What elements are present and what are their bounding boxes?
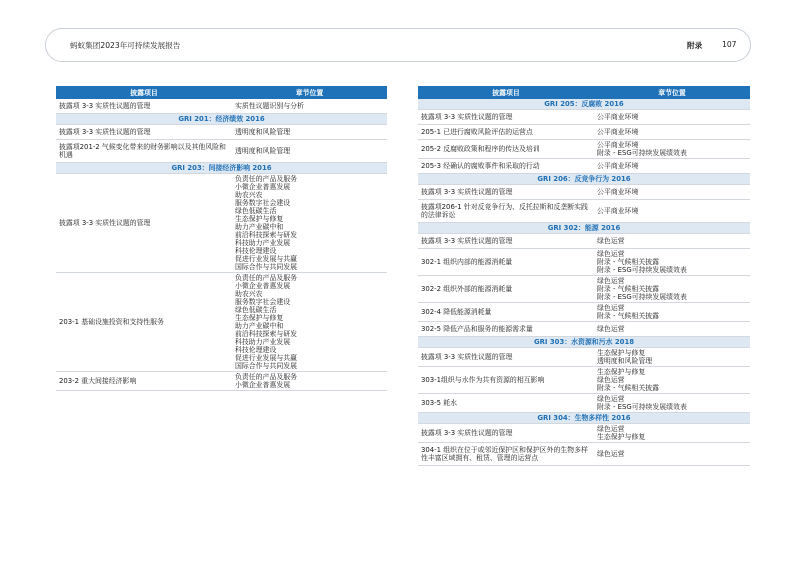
chapter-cell [594,110,750,125]
section-row [418,413,750,424]
disclosure-cell: 302-5 降低产品和服务的能源需求量 [418,322,594,337]
chapter-cell [594,443,750,466]
disclosure-cell: 披露项206-1 针对反竞争行为、反托拉斯和反垄断实践的法律诉讼 [418,200,594,223]
chapter-cell [594,234,750,249]
chapter-line: 附录 - 气候相关披露 [597,384,659,392]
table-row [418,140,750,159]
column-header-disclosure: 披露项目 [56,86,232,99]
disclosure-cell: 披露项 3-3 实质性议题的管理 [418,424,594,443]
chapter-cell [232,174,387,273]
section-name: 附录 [687,41,703,50]
disclosure-cell: 披露项201-2 气候变化带来的财务影响以及其他风险和机遇 [56,140,232,163]
disclosure-cell: 205-3 经确认的腐败事件和采取的行动 [418,159,594,174]
chapter-cell [594,303,750,322]
table-row [418,185,750,200]
chapter-line: 助力产业碳中和 [235,223,284,231]
section-title: GRI 304：生物多样性 2016 [418,413,750,424]
chapter-line: 生态保护与修复 [235,215,284,223]
table-row [56,125,387,140]
chapter-line: 附录 - ESG可持续发展绩效表 [597,403,687,411]
chapter-line: 助力产业碳中和 [235,322,284,330]
table-row [418,234,750,249]
table-header-row [418,86,750,99]
chapter-line: 实质性议题识别与分析 [235,102,304,110]
chapter-line: 附录 - ESG可持续发展绩效表 [597,293,687,301]
disclosure-cell: 203-2 重大间接经济影响 [56,372,232,391]
column-header-disclosure: 披露项目 [418,86,594,99]
chapter-line: 绿色低碳生活 [235,306,277,314]
page-header [45,28,751,62]
section-row [56,163,387,174]
section-title: GRI 302：能源 2016 [418,223,750,234]
chapter-line: 促进行业发展与共赢 [235,354,298,362]
chapter-line: 绿色低碳生活 [235,207,277,215]
chapter-cell [594,348,750,367]
chapter-cell [232,140,387,163]
chapter-line: 国际合作与共同发展 [235,362,298,370]
chapter-cell [594,159,750,174]
chapter-line: 绿色运营 [597,304,625,312]
chapter-line: 透明度和风险管理 [235,128,291,136]
table-row [418,443,750,466]
chapter-line: 助农兴农 [235,191,263,199]
chapter-line: 促进行业发展与共赢 [235,255,298,263]
chapter-line: 绿色运营 [597,425,625,433]
section-title: GRI 206：反竞争行为 2016 [418,174,750,185]
chapter-line: 小微企业普惠发展 [235,381,291,389]
section-title: GRI 303：水资源和污水 2018 [418,337,750,348]
gri-index-table-left [56,86,387,391]
chapter-line: 前沿科技探索与研发 [235,330,298,338]
disclosure-cell: 披露项 3-3 实质性议题的管理 [56,99,232,114]
section-row [56,114,387,125]
chapter-cell [594,185,750,200]
chapter-line: 附录 - ESG可持续发展绩效表 [597,266,687,274]
chapter-line: 附录 - 气候相关披露 [597,258,659,266]
table-row [418,276,750,303]
disclosure-cell: 披露项 3-3 实质性议题的管理 [418,348,594,367]
chapter-cell [594,249,750,276]
chapter-line: 绿色运营 [597,395,625,403]
chapter-line: 科技助力产业发展 [235,338,291,346]
chapter-cell [594,200,750,223]
chapter-line: 公平商业环境 [597,188,639,196]
chapter-line: 助农兴农 [235,290,263,298]
disclosure-cell: 披露项 3-3 实质性议题的管理 [418,185,594,200]
table-row [418,200,750,223]
chapter-line: 公平商业环境 [597,162,639,170]
chapter-line: 附录 - ESG可持续发展绩效表 [597,149,687,157]
disclosure-cell: 302-2 组织外部的能源消耗量 [418,276,594,303]
chapter-line: 前沿科技探索与研发 [235,231,298,239]
chapter-line: 生态保护与修复 [235,314,284,322]
chapter-cell [232,273,387,372]
document-title: 蚂蚁集团2023年可持续发展报告 [70,41,181,50]
chapter-line: 公平商业环境 [597,207,639,215]
table-row [418,159,750,174]
chapter-cell [232,99,387,114]
chapter-line: 透明度和风险管理 [597,357,653,365]
table-row [418,348,750,367]
table-row [418,249,750,276]
table-row [418,303,750,322]
table-row [418,367,750,394]
disclosure-cell: 303-1组织与水作为共有资源的相互影响 [418,367,594,394]
chapter-line: 绿色运营 [597,325,625,333]
disclosure-cell: 304-1 组织在位于或邻近保护区和保护区外的生物多样性丰富区域拥有、租赁、管理的运营点 [418,443,594,466]
chapter-line: 公平商业环境 [597,141,639,149]
table-row [418,322,750,337]
chapter-line: 科技助力产业发展 [235,239,291,247]
disclosure-cell: 302-4 降低能源消耗量 [418,303,594,322]
table-row [56,273,387,372]
chapter-line: 科技伦理建设 [235,247,277,255]
disclosure-cell: 302-1 组织内部的能源消耗量 [418,249,594,276]
chapter-line: 负责任的产品及服务 [235,175,298,183]
chapter-line: 附录 - 气候相关披露 [597,312,659,320]
chapter-line: 负责任的产品及服务 [235,274,298,282]
column-header-chapter: 章节位置 [594,86,750,99]
chapter-line: 服务数字社会建设 [235,298,291,306]
chapter-line: 国际合作与共同发展 [235,263,298,271]
table-row [56,140,387,163]
chapter-cell [232,372,387,391]
table-row [418,125,750,140]
chapter-cell [594,322,750,337]
chapter-line: 绿色运营 [597,277,625,285]
chapter-line: 透明度和风险管理 [235,147,291,155]
chapter-cell [594,276,750,303]
section-title: GRI 203：间接经济影响 2016 [56,163,387,174]
section-row [418,223,750,234]
chapter-line: 生态保护与修复 [597,349,646,357]
chapter-line: 小微企业普惠发展 [235,183,291,191]
page-number: 107 [722,40,737,49]
chapter-line: 绿色运营 [597,237,625,245]
disclosure-cell: 披露项 3-3 实质性议题的管理 [418,110,594,125]
chapter-line: 附录 - 气候相关披露 [597,285,659,293]
disclosure-cell: 303-5 耗水 [418,394,594,413]
chapter-cell [594,125,750,140]
disclosure-cell: 205-1 已进行腐败风险评估的运营点 [418,125,594,140]
table-row [56,99,387,114]
chapter-line: 公平商业环境 [597,113,639,121]
chapter-cell [594,140,750,159]
chapter-line: 负责任的产品及服务 [235,373,298,381]
chapter-line: 绿色运营 [597,250,625,258]
chapter-line: 生态保护与修复 [597,368,646,376]
disclosure-cell: 205-2 反腐败政策和程序的传达及培训 [418,140,594,159]
chapter-line: 小微企业普惠发展 [235,282,291,290]
table-row [418,394,750,413]
table-row [56,174,387,273]
section-row [418,99,750,110]
table-row [56,372,387,391]
table-row [418,110,750,125]
chapter-line: 绿色运营 [597,450,625,458]
chapter-cell [232,125,387,140]
section-title: GRI 205：反腐败 2016 [418,99,750,110]
section-row [418,174,750,185]
table-header-row [56,86,387,99]
disclosure-cell: 203-1 基础设施投资和支持性服务 [56,273,232,372]
section-title: GRI 201：经济绩效 2016 [56,114,387,125]
disclosure-cell: 披露项 3-3 实质性议题的管理 [56,174,232,273]
chapter-line: 服务数字社会建设 [235,199,291,207]
column-header-chapter: 章节位置 [232,86,387,99]
chapter-cell [594,367,750,394]
section-row [418,337,750,348]
disclosure-cell: 披露项 3-3 实质性议题的管理 [56,125,232,140]
chapter-line: 公平商业环境 [597,128,639,136]
chapter-cell [594,424,750,443]
gri-index-table-right [418,86,750,466]
chapter-line: 生态保护与修复 [597,433,646,441]
chapter-line: 科技伦理建设 [235,346,277,354]
chapter-cell [594,394,750,413]
table-row [418,424,750,443]
disclosure-cell: 披露项 3-3 实质性议题的管理 [418,234,594,249]
chapter-line: 绿色运营 [597,376,625,384]
